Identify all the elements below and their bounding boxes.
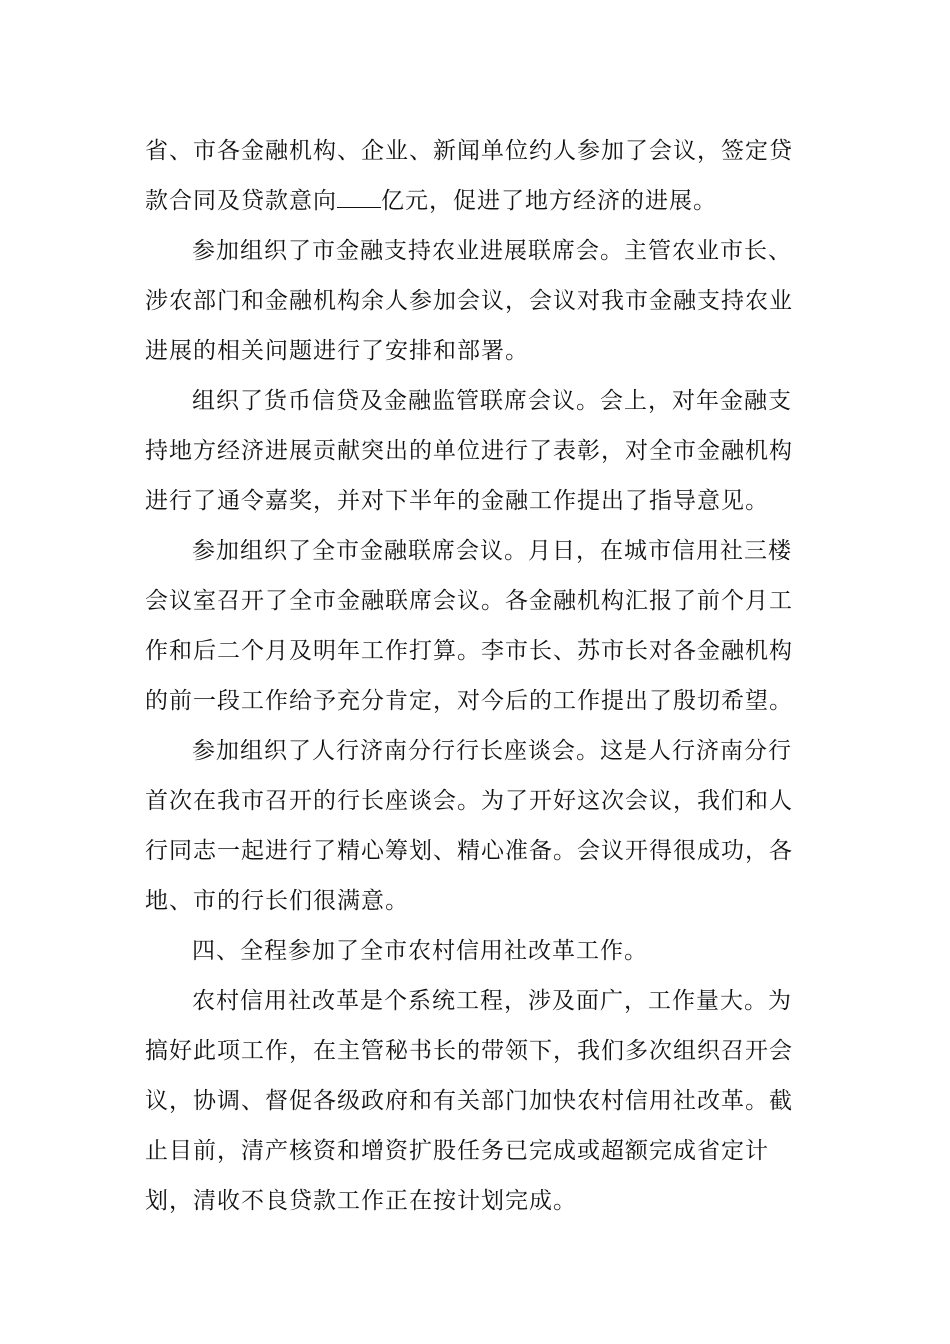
paragraph-7: 农村信用社改革是个系统工程，涉及面广，工作量大。为搞好此项工作，在主管秘书长的带领下，我们多次组织召开会议，协调、督促各级政府和有关部门加快农村信用社改革。截止目前，清产核资和增资扩股任务已完成或超额完成省定计划，清收不良贷款工作正在按计划完成。 <box>145 988 793 1214</box>
paragraph-5: 参加组织了人行济南分行行长座谈会。这是人行济南分行首次在我市召开的行长座谈会。为了开好这次会议，我们和人行同志一起进行了精心筹划、精心准备。会议开得很成功，各地、市的行长们很满意。 <box>145 738 793 914</box>
section-heading-4: 四、全程参加了全市农村信用社改革工作。 <box>192 938 648 964</box>
paragraph-1-text-before: 省、市各金融机构、企业、新闻单位约人参加了会议，签定贷款合同及贷款意向 <box>145 138 793 214</box>
paragraph-4: 参加组织了全市金融联席会议。月日，在城市信用社三楼会议室召开了全市金融联席会议。各金融机构汇报了前个月工作和后二个月及明年工作打算。李市长、苏市长对各金融机构的前一段工作给予充分肯定，对今后的工作提出了殷切希望。 <box>145 538 793 714</box>
paragraph-1 <box>145 126 815 226</box>
paragraph-1-text-after: 亿元，促进了地方经济的进展。 <box>381 188 717 214</box>
fill-in-blank <box>337 187 381 208</box>
paragraph-3: 组织了货币信贷及金融监管联席会议。会上，对年金融支持地方经济进展贡献突出的单位进行了表彰，对全市金融机构进行了通令嘉奖，并对下半年的金融工作提出了指导意见。 <box>145 388 793 514</box>
paragraph-2: 参加组织了市金融支持农业进展联席会。主管农业市长、涉农部门和金融机构余人参加会议，会议对我市金融支持农业进展的相关问题进行了安排和部署。 <box>145 238 793 364</box>
document-body <box>145 126 815 1226</box>
